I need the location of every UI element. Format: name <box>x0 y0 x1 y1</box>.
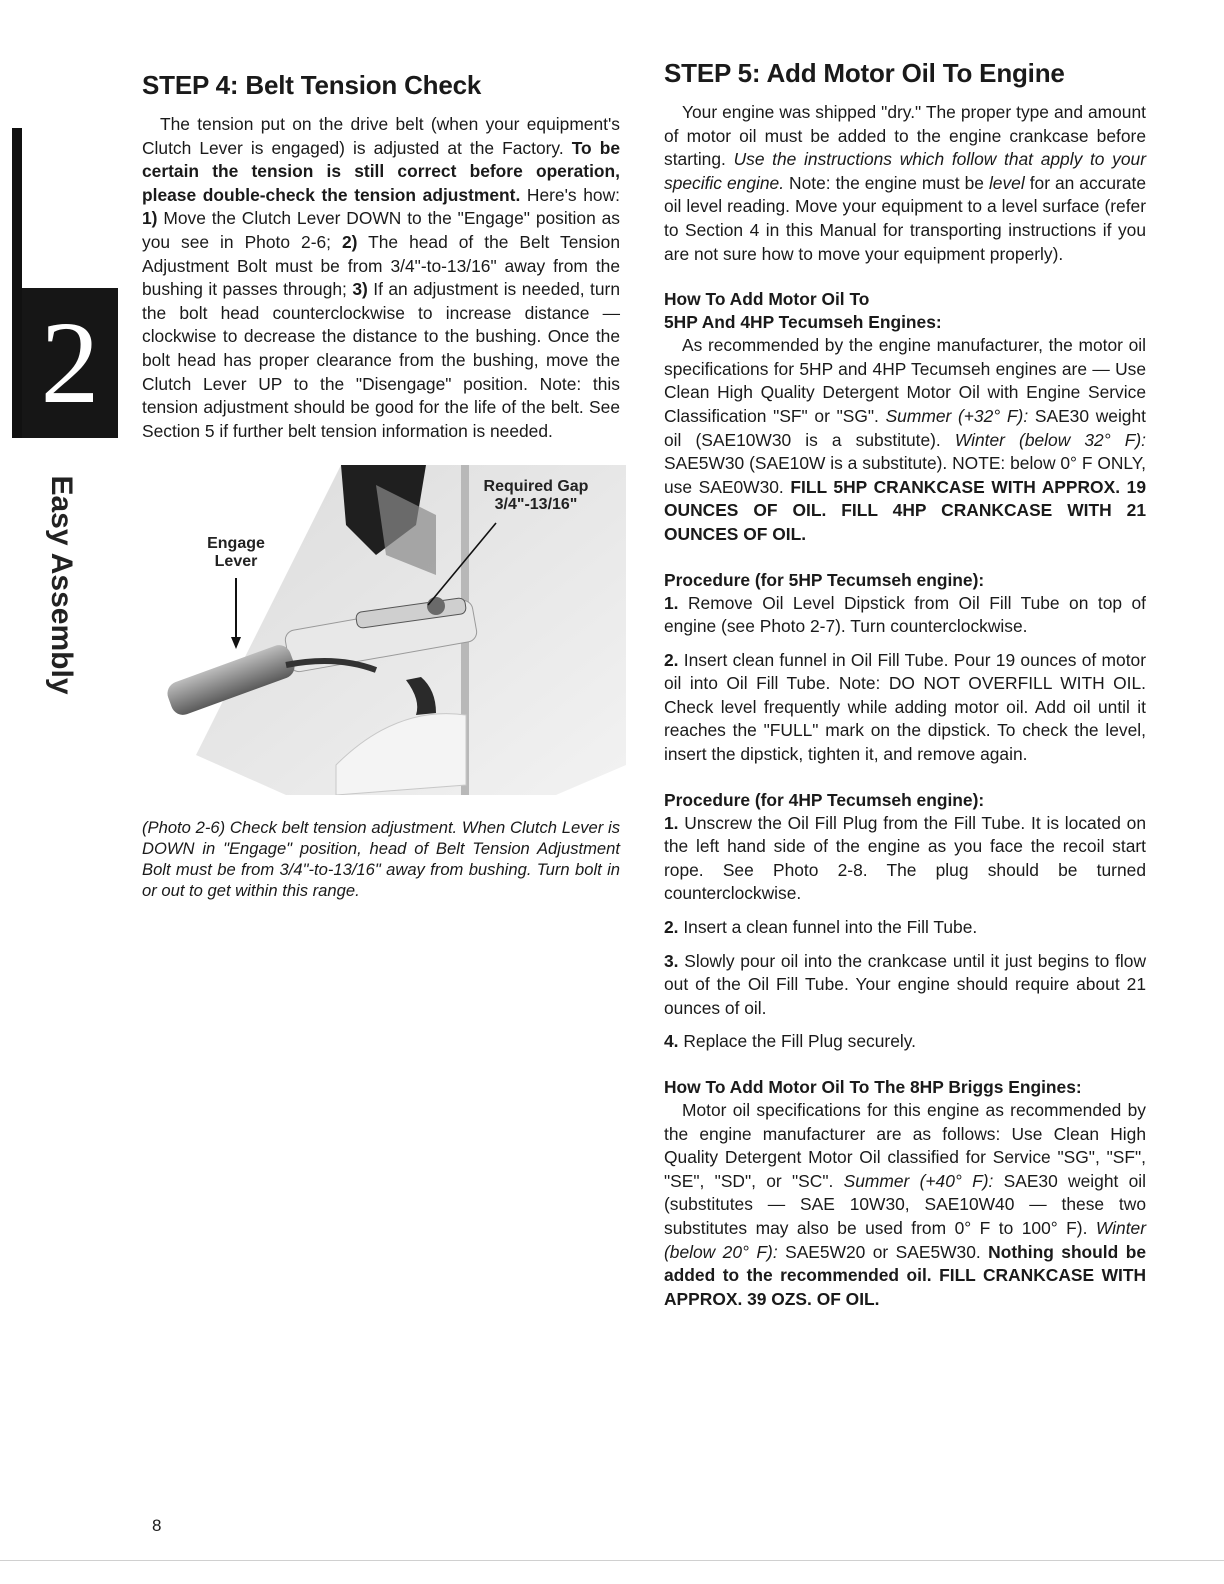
page-number: 8 <box>152 1516 162 1535</box>
label-gap-line1: Required Gap <box>483 478 589 496</box>
photo-bolt-head <box>427 597 445 615</box>
step4-body: The tension put on the drive belt (when your equipment's Clutch Lever is engaged) is adjusted at the Factory. To be certain the tension is still correct before operation, please double-check the tension adjustment. Here's how: 1) Move the Clutch Lever DOWN to the "Engage" position as you see in Photo 2-6; 2) The head of the Belt Tension Adjustment Bolt must be from 3/4"-to-13/16" away from the bushing it passes through; 3) If an adjustment is needed, turn the bolt head counterclockwise to increase distance — clockwise to decrease the distance to the bushing. Once the bolt head has proper clearance from the bushing, move the Clutch Lever UP to the "Disengage" position. Note: this tension adjustment should be good for the life of the belt. See Section 5 if further belt tension information is needed. <box>142 114 621 441</box>
tecumseh-specs: As recommended by the engine manufacturer, the motor oil specifications for 5HP and 4HP Tecumseh engines are — Use Clean High Quality Detergent Motor Oil with Engine Service Classification "SF" or "SG". Summer (+32° F): SAE30 weight oil (SAE10W30 is a substitute). Winter (below 32° F): SAE5W30 (SAE10W is a substitute). NOTE: below 0° F ONLY, use SAE0W30. FILL 5HP CRANKCASE WITH APPROX. 19 OUNCES OF OIL. FILL 4HP CRANKCASE WITH 21 OUNCES OF OIL. <box>664 335 1147 544</box>
step4-warning: To be certain the tension is still correct before operation, please double-check the tension adjustment. <box>142 137 620 205</box>
step4-title: STEP 4: Belt Tension Check <box>142 70 482 100</box>
step4-column <box>142 66 620 901</box>
photo-belt-tension-image <box>136 465 626 795</box>
step5-intro: Your engine was shipped "dry." The proper type and amount of motor oil must be added to the engine crankcase before starting. Use the instructions which follow that apply to your specific engine. Note: the engine must be level for an accurate oil level reading. Move your equipment to a level surface (refer to Section 4 in this Manual for transporting instructions if you are not sure how to move your equipment properly). <box>664 102 1147 264</box>
briggs-specs: Motor oil specifications for this engine as recommended by the engine manufacturer are as follows: Use Clean High Quality Detergent Motor Oil classified for Service "SG", "SF", "SE", "SD", or "SC". Summer (+40° F): SAE30 weight oil (substitutes — SAE 10W30, SAE10W40 — these two substitutes may also be used from 0° F to 100° F). Winter (below 20° F): SAE5W20 or SAE5W30. Nothing should be added to the recommended oil. FILL CRANKCASE WITH APPROX. 39 OZS. OF OIL. <box>664 1100 1146 1309</box>
procedure-4hp-step-4: 4. Replace the Fill Plug securely. <box>664 1031 916 1052</box>
label-engage-line2: Lever <box>214 553 258 571</box>
photo-belt-tension <box>136 465 626 795</box>
label-engage-line1: Engage <box>207 535 265 553</box>
bottom-rule <box>0 1560 1224 1561</box>
section-label: Easy Assembly <box>45 475 78 695</box>
section-number-tab: 2 <box>22 288 118 438</box>
step5-column <box>664 58 1146 1311</box>
engage-arrow-head <box>231 637 241 649</box>
photo-caption: (Photo 2-6) Check belt tension adjustment. When Clutch Lever is DOWN in "Engage" position, head of Belt Tension Adjustment Bolt must be from 3/4"-to-13/16" away from bushing. Turn bolt in or out to get within this range. <box>142 818 620 901</box>
label-gap-line2: 3/4"-13/16" <box>494 496 578 514</box>
procedure-5hp-step-1: 1. Remove Oil Level Dipstick from Oil Fill Tube on top of engine (see Photo 2-7). Turn counterclockwise. <box>664 592 1146 637</box>
section-tab-edge <box>12 288 22 438</box>
section-marker-bar <box>12 128 22 288</box>
step5-title: STEP 5: Add Motor Oil To Engine <box>664 58 1065 88</box>
procedure-4hp-step-1: 1. Unscrew the Oil Fill Plug from the Fill Tube. It is located on the left hand side of the engine as you face the recoil start rope. See Photo 2-8. The plug should be turned counterclockwise. <box>664 812 1146 904</box>
procedure-4hp-step-3: 3. Slowly pour oil into the crankcase until it just begins to flow out of the Oil Fill Tube. Your engine should require about 21 ounces of oil. <box>664 950 1146 1018</box>
briggs-heading: How To Add Motor Oil To The 8HP Briggs Engines: <box>664 1077 1082 1097</box>
tecumseh-heading: How To Add Motor Oil To 5HP And 4HP Tecumseh Engines: <box>664 289 942 333</box>
procedure-4hp-heading: Procedure (for 4HP Tecumseh engine): <box>664 789 985 810</box>
procedure-5hp-heading: Procedure (for 5HP Tecumseh engine): <box>664 569 985 590</box>
procedure-5hp-step-2: 2. Insert clean funnel in Oil Fill Tube. Pour 19 ounces of motor oil into Oil Fill Tube. Note: DO NOT OVERFILL WITH OIL. Check level frequently while adding motor oil. Add oil until it reaches the "FULL" mark on the dipstick. To check the level, insert the dipstick, tighten it, and remove again. <box>664 649 1146 765</box>
procedure-4hp-step-2: 2. Insert a clean funnel into the Fill Tube. <box>664 917 978 938</box>
